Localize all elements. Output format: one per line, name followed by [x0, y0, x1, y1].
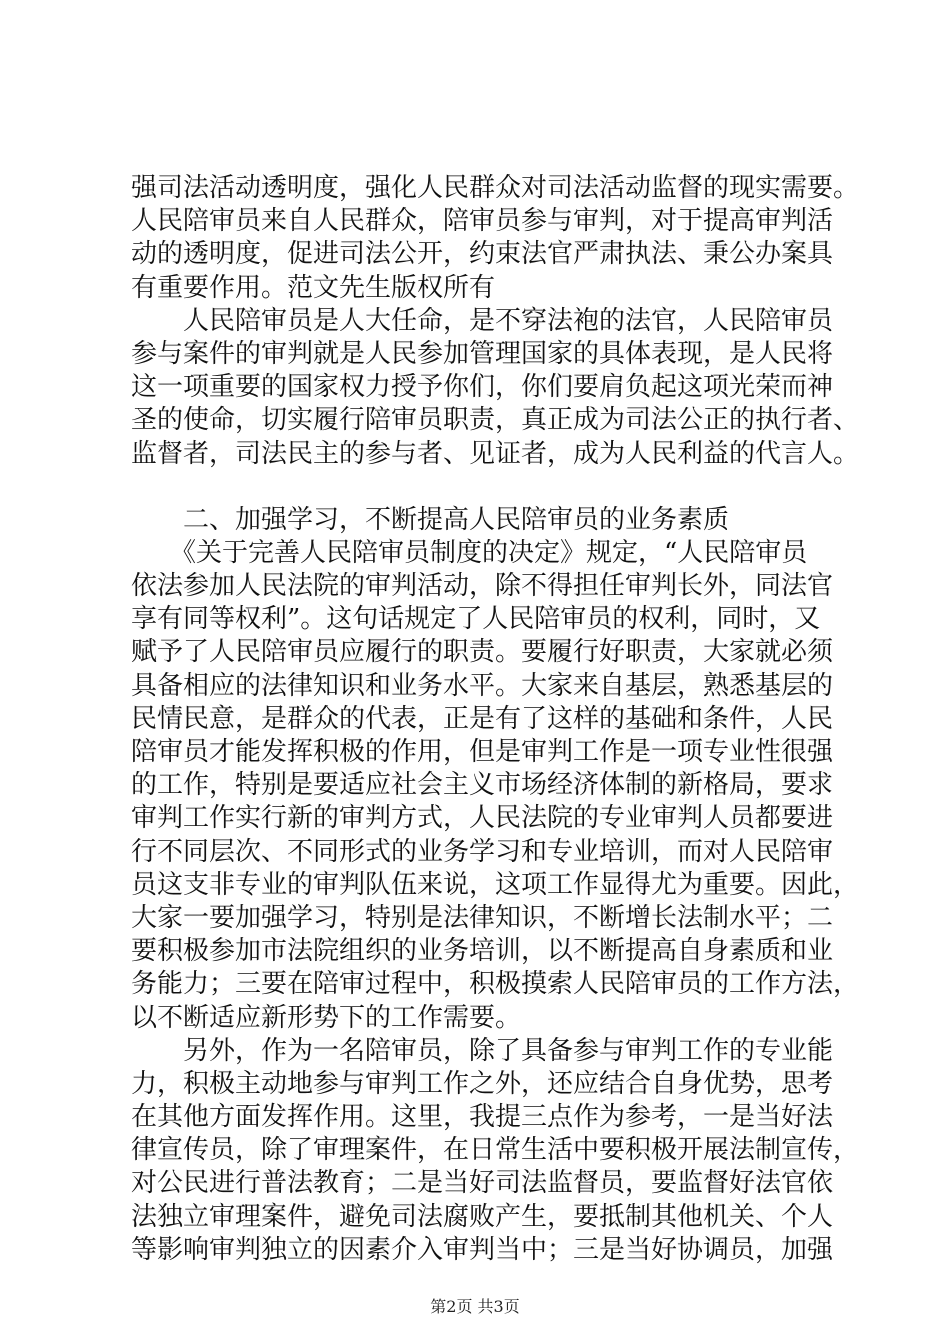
- text-line: 具备相应的法律知识和业务水平。大家来自基层，熟悉基层的: [131, 670, 834, 701]
- text-line: 务能力；三要在陪审过程中，积极摸索人民陪审员的工作方法，: [131, 969, 860, 1000]
- page-footer: [0, 1297, 950, 1317]
- paragraph-3: [131, 537, 860, 1035]
- text-line: 民情民意，是群众的代表，正是有了这样的基础和条件，人民: [131, 703, 834, 734]
- text-line: 《关于完善人民陪审员制度的决定》规定，“人民陪审员: [131, 537, 808, 568]
- paragraph-1: [131, 172, 860, 305]
- text-line: 员这支非专业的审判队伍来说，这项工作显得尤为重要。因此，: [131, 869, 860, 900]
- text-line: 有重要作用。范文先生版权所有: [131, 272, 496, 303]
- text-line: 法独立审理案件，避免司法腐败产生，要抵制其他机关、个人: [131, 1201, 834, 1232]
- text-line: 要积极参加市法院组织的业务培训，以不断提高自身素质和业: [131, 936, 834, 967]
- text-line: 赋予了人民陪审员应履行的职责。要履行好职责，大家就必须: [131, 637, 834, 668]
- text-line: 人民陪审员来自人民群众，陪审员参与审判，对于提高审判活: [131, 206, 834, 237]
- text-line: 大家一要加强学习，特别是法律知识，不断增长法制水平；二: [131, 902, 834, 933]
- paragraph-4: [131, 1035, 860, 1267]
- text-line: 强司法活动透明度，强化人民群众对司法活动监督的现实需要。: [131, 173, 860, 203]
- text-line: 审判工作实行新的审判方式，人民法院的专业审判人员都要进: [131, 803, 834, 834]
- text-line: 人民陪审员是人大任命，是不穿法袍的法官，人民陪审员: [131, 305, 834, 336]
- text-line: 对公民进行普法教育；二是当好司法监督员，要监督好法官依: [131, 1168, 834, 1199]
- text-line: 陪审员才能发挥积极的作用，但是审判工作是一项专业性很强: [131, 737, 834, 767]
- paragraph-2: [131, 305, 860, 471]
- section-heading: 二、加强学习，不断提高人民陪审员的业务素质: [131, 504, 730, 535]
- text-line: 圣的使命，切实履行陪审员职责，真正成为司法公正的执行者、: [131, 405, 860, 436]
- text-line: 在其他方面发挥作用。这里，我提三点作为参考，一是当好法: [131, 1102, 834, 1133]
- text-line: 动的透明度，促进司法公开，约束法官严肃执法、秉公办案具: [131, 239, 834, 270]
- text-line: 等影响审判独立的因素介入审判当中；三是当好协调员，加强: [131, 1234, 834, 1265]
- text-line: 依法参加人民法院的审判活动，除不得担任审判长外，同法官: [131, 571, 834, 602]
- text-line: 律宣传员，除了审理案件，在日常生活中要积极开展法制宣传，: [131, 1135, 860, 1166]
- text-line: 监督者，司法民主的参与者、见证者，成为人民利益的代言人。: [131, 438, 860, 469]
- document-body: [131, 172, 860, 1267]
- text-line: 参与案件的审判就是人民参加管理国家的具体表现，是人民将: [131, 338, 834, 369]
- text-line: 享有同等权利”。这句话规定了人民陪审员的权利，同时，又: [131, 604, 821, 635]
- page-number-label: 第2页 共3页: [430, 1297, 520, 1316]
- text-line: 另外，作为一名陪审员，除了具备参与审判工作的专业能: [131, 1035, 834, 1066]
- text-line: 力，积极主动地参与审判工作之外，还应结合自身优势，思考: [131, 1068, 834, 1099]
- text-line: 的工作，特别是要适应社会主义市场经济体制的新格局，要求: [131, 770, 834, 801]
- text-line: 以不断适应新形势下的工作需要。: [131, 1002, 522, 1033]
- paragraph-gap: [131, 471, 831, 504]
- text-line: 行不同层次、不同形式的业务学习和专业培训，而对人民陪审: [131, 836, 834, 867]
- text-line: 这一项重要的国家权力授予你们，你们要肩负起这项光荣而神: [131, 372, 834, 403]
